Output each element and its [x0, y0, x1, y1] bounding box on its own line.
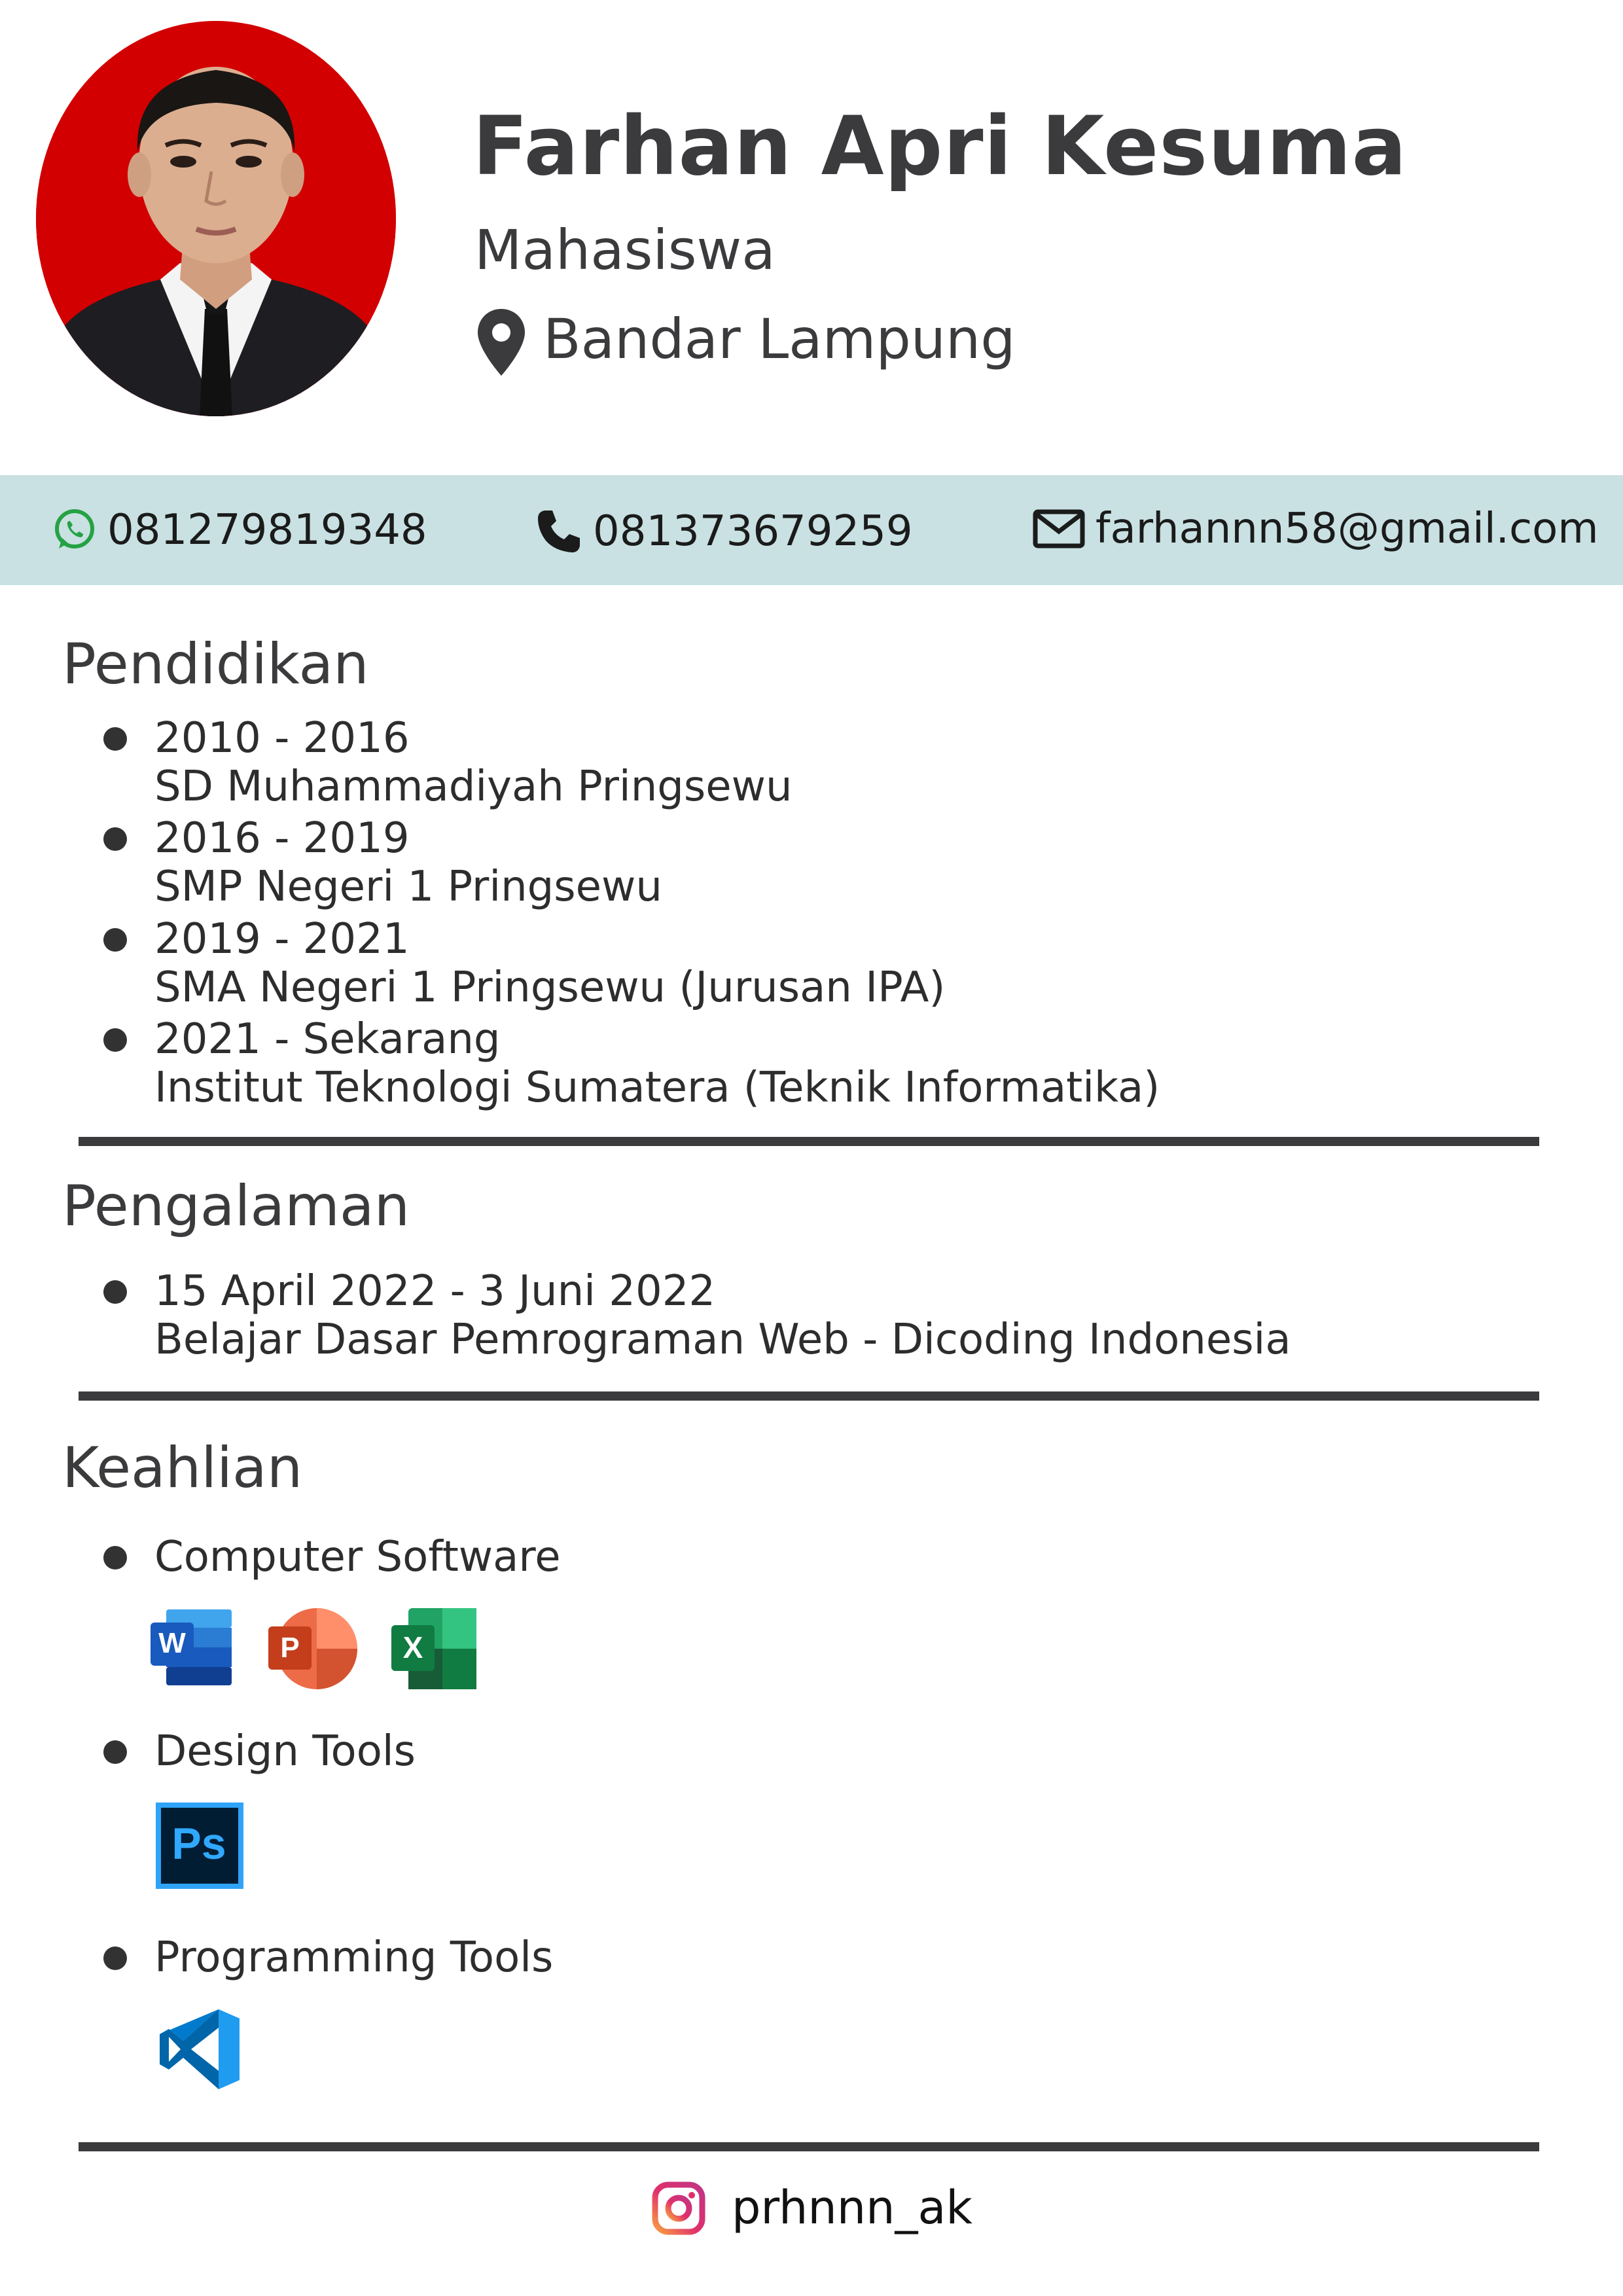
photoshop-icon: [154, 1801, 245, 1890]
bullet-dot: [103, 727, 127, 751]
experience-heading: Pengalaman: [62, 1174, 410, 1239]
phone-icon: [535, 508, 582, 555]
bullet-dot: [103, 1028, 127, 1052]
photoshop-letters: Ps: [171, 1819, 226, 1869]
candidate-location: Bandar Lampung: [543, 307, 1016, 371]
section-divider: [79, 2142, 1539, 2151]
mail-icon: [1033, 509, 1085, 548]
profile-photo: [36, 21, 396, 416]
education-school: SD Muhammadiyah Pringsewu: [154, 762, 793, 811]
contact-bar: [0, 475, 1623, 585]
education-years: 2016 - 2019: [154, 814, 410, 863]
contact-whatsapp[interactable]: [52, 508, 427, 552]
education-years: 2019 - 2021: [154, 915, 410, 963]
skill-group-label: Design Tools: [154, 1727, 416, 1776]
contact-email[interactable]: [1033, 505, 1599, 553]
instagram-icon[interactable]: [652, 2181, 705, 2235]
candidate-name: Farhan Apri Kesuma: [473, 99, 1408, 194]
whatsapp-number: 081279819348: [107, 506, 427, 554]
skill-group-label: Computer Software: [154, 1533, 561, 1581]
powerpoint-icon: [267, 1607, 360, 1691]
excel-letter: X: [402, 1630, 423, 1664]
skill-group-label: Programming Tools: [154, 1933, 554, 1982]
excel-icon: [390, 1605, 479, 1692]
portrait-image: [36, 21, 396, 416]
section-divider: [79, 1137, 1539, 1146]
education-years: 2010 - 2016: [154, 714, 410, 762]
experience-description: Belajar Dasar Pemrograman Web - Dicoding Indonesia: [154, 1316, 1291, 1364]
education-school: SMA Negeri 1 Pringsewu (Jurusan IPA): [154, 963, 946, 1012]
word-icon: [149, 1605, 234, 1687]
powerpoint-letter: P: [280, 1632, 300, 1664]
education-heading: Pendidikan: [62, 632, 369, 697]
bullet-dot: [103, 1280, 127, 1304]
instagram-handle[interactable]: prhnnn_ak: [732, 2181, 972, 2234]
education-years: 2021 - Sekarang: [154, 1015, 501, 1064]
whatsapp-icon: [52, 508, 97, 552]
education-school: SMP Negeri 1 Pringsewu: [154, 863, 662, 911]
vscode-icon: [157, 2008, 242, 2090]
skills-heading: Keahlian: [62, 1435, 303, 1501]
candidate-role: Mahasiswa: [474, 218, 776, 282]
location-pin-icon: [476, 308, 526, 377]
bullet-dot: [103, 928, 127, 952]
bullet-dot: [103, 1546, 127, 1570]
bullet-dot: [103, 1946, 127, 1970]
bullet-dot: [103, 1740, 127, 1764]
experience-period: 15 April 2022 - 3 Juni 2022: [154, 1267, 716, 1316]
bullet-dot: [103, 827, 127, 851]
word-letter: W: [158, 1627, 186, 1659]
contact-phone[interactable]: [535, 508, 913, 555]
section-divider: [79, 1391, 1539, 1401]
phone-number: 081373679259: [593, 507, 913, 556]
education-school: Institut Teknologi Sumatera (Teknik Informatika): [154, 1064, 1160, 1112]
email-address: farhannn58@gmail.com: [1096, 505, 1599, 553]
